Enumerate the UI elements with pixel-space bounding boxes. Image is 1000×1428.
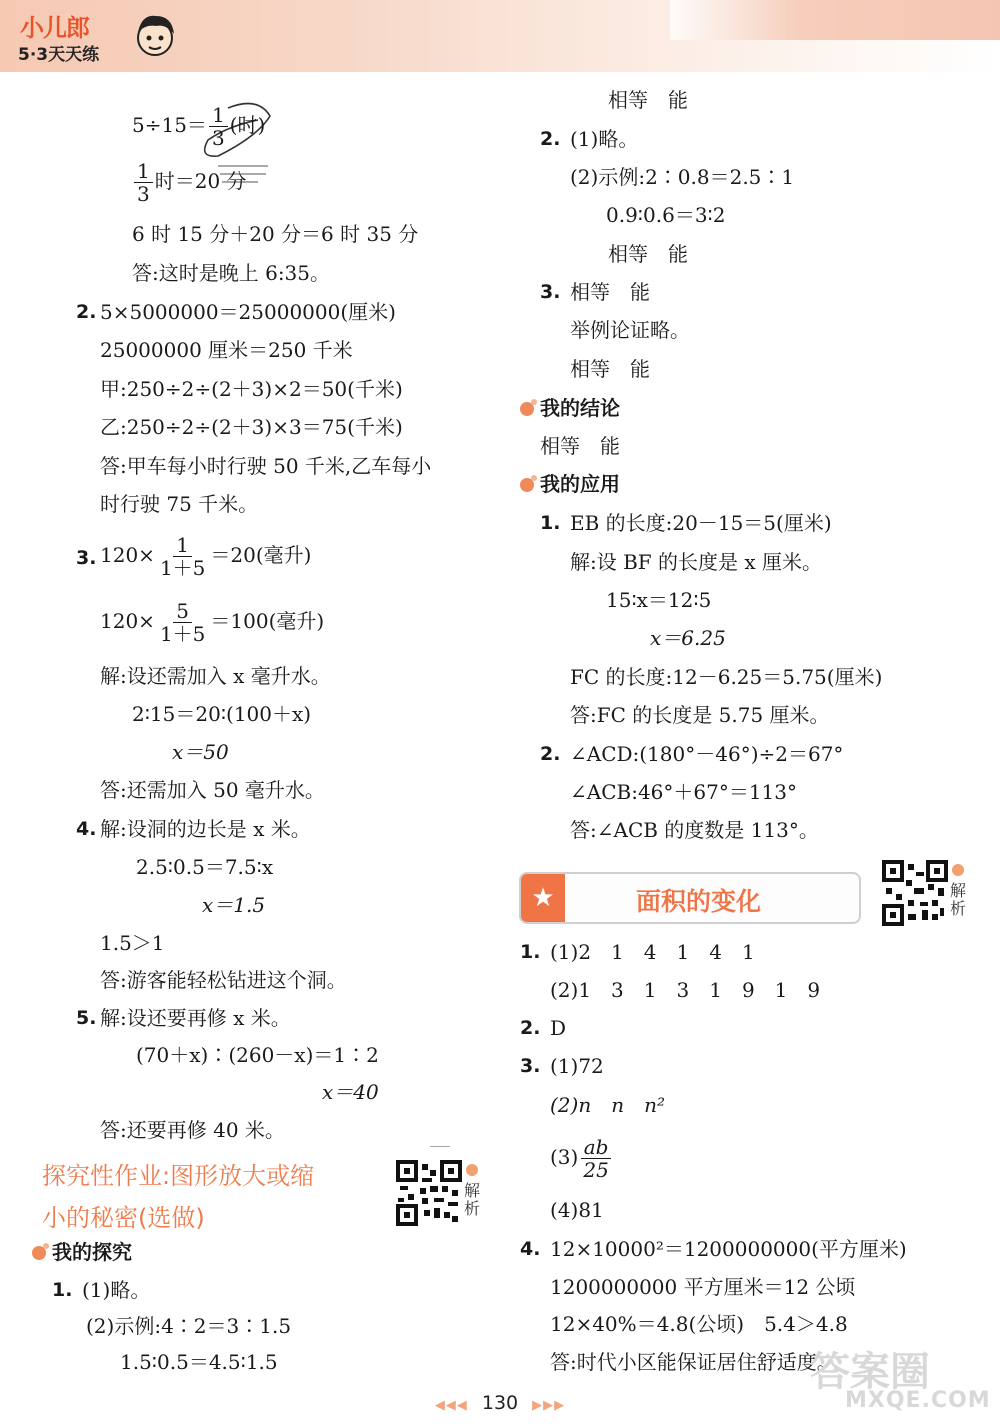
equation-text: 5÷15＝ — [132, 113, 207, 137]
answer-line: 答:还需加入 50 毫升水。 — [100, 778, 325, 802]
header-decoration — [670, 0, 1000, 40]
fraction-numerator: 1 — [173, 534, 192, 557]
question-number: 5. — [76, 1007, 97, 1029]
answer-line: 相等 能 — [570, 280, 650, 304]
answer-line: 答:还要再修 40 米。 — [100, 1118, 285, 1142]
answer-line: FC 的长度:12－6.25＝5.75(厘米) — [570, 665, 883, 689]
boy-mascot-icon — [132, 10, 178, 62]
qr-code-icon[interactable] — [396, 1160, 462, 1226]
answer-line — [100, 600, 324, 645]
question-number: 4. — [76, 818, 97, 840]
answer-line: x＝40 — [322, 1080, 379, 1104]
fraction-denominator: 25 — [583, 1158, 609, 1182]
answer-line: ∠ACD:(180°－46°)÷2＝67° — [570, 742, 844, 766]
answer-line: (70＋x)∶(260－x)＝1∶2 — [136, 1043, 379, 1067]
subsection-heading — [520, 396, 620, 420]
answer-line: 甲:250÷2÷(2＋3)×2＝50(千米) — [100, 377, 403, 401]
answer-line: (2)1 3 1 3 1 9 1 9 — [550, 978, 821, 1002]
answer-line: 相等 能 — [608, 242, 688, 266]
answer-line: D — [550, 1016, 567, 1040]
answer-line: 答:∠ACB 的度数是 113°。 — [570, 818, 819, 842]
fraction-numerator: 5 — [173, 600, 192, 623]
answer-line: 12×10000²＝1200000000(平方厘米) — [550, 1237, 907, 1261]
answer-line: 2.5∶0.5＝7.5∶x — [136, 855, 274, 879]
answer-line — [132, 104, 265, 149]
answer-line: (1)略。 — [82, 1278, 151, 1302]
answer-line: x＝6.25 — [650, 626, 726, 650]
fraction — [580, 1136, 611, 1181]
fraction — [157, 600, 208, 645]
series-name: 5·3天天练 — [18, 45, 100, 65]
question-number: 3. — [520, 1055, 541, 1077]
answer-line: 答:这时是晚上 6:35。 — [132, 261, 331, 285]
qr-label: 解析 — [464, 1181, 481, 1218]
answer-line: 乙:250÷2÷(2＋3)×3＝75(千米) — [100, 415, 403, 439]
page-number: 130 — [481, 1392, 519, 1414]
fraction-numerator: 1 — [134, 160, 153, 183]
question-number: 2. — [540, 128, 561, 150]
answer-line: (2)n n n² — [550, 1093, 665, 1117]
answer-line: 5×5000000＝25000000(厘米) — [100, 300, 396, 324]
star-icon: ★ — [521, 874, 565, 922]
answer-line: 解:设还要再修 x 米。 — [100, 1006, 291, 1030]
question-number: 1. — [540, 512, 561, 534]
answer-line: (1)72 — [550, 1054, 604, 1078]
answer-line: 0.9∶0.6＝3∶2 — [606, 203, 726, 227]
answer-line: 1200000000 平方厘米＝12 公顷 — [550, 1275, 856, 1299]
answer-line: 解:设还需加入 x 毫升水。 — [100, 664, 331, 688]
play-dot-icon — [466, 1164, 478, 1176]
answer-line: (2)示例:4∶2＝3∶1.5 — [86, 1314, 292, 1338]
fraction-denominator: 3 — [211, 126, 225, 150]
fraction-denominator: 1＋5 — [159, 556, 206, 580]
answer-line: 相等 能 — [540, 434, 620, 458]
answer-line: x＝50 — [172, 740, 229, 764]
brand-name: 小儿郎 — [20, 14, 89, 42]
fraction-numerator: 1 — [209, 104, 228, 127]
qr-label: 解析 — [950, 881, 967, 918]
answer-line: 25000000 厘米＝250 千米 — [100, 338, 353, 362]
bullet-icon — [520, 478, 534, 492]
question-number: 1. — [52, 1279, 73, 1301]
equation-text: (3) — [550, 1145, 579, 1169]
answer-line: (1)略。 — [570, 127, 639, 151]
heading-text: 我的应用 — [540, 472, 620, 496]
section-title: 小的秘密(选做) — [42, 1204, 205, 1232]
answer-line: 6 时 15 分＋20 分＝6 时 35 分 — [132, 222, 419, 246]
qr-code-icon[interactable] — [882, 860, 948, 926]
equation-text: ＝20(毫升) — [210, 543, 312, 567]
section-title: 探究性作业:图形放大或缩 — [42, 1162, 315, 1190]
answer-line — [132, 160, 247, 205]
question-number: 4. — [520, 1238, 541, 1260]
answer-line: 时行驶 75 千米。 — [100, 492, 259, 516]
answer-line: 答:游客能轻松钻进这个洞。 — [100, 968, 347, 992]
fraction-denominator: 3 — [137, 182, 150, 206]
answer-line: 答:甲车每小时行驶 50 千米,乙车每小 — [100, 454, 432, 478]
heading-text: 我的探究 — [52, 1240, 132, 1264]
answer-line: 1.5＞1 — [100, 931, 165, 955]
answer-line: (1)2 1 4 1 4 1 — [550, 940, 755, 964]
answer-line: 答:FC 的长度是 5.75 厘米。 — [570, 703, 830, 727]
divider — [430, 1146, 450, 1147]
question-number: 2. — [520, 1017, 541, 1039]
fraction — [157, 534, 208, 579]
fraction-numerator: ab — [581, 1136, 612, 1159]
answer-line: (2)示例:2∶0.8＝2.5∶1 — [570, 165, 795, 189]
answer-line: 解:设洞的边长是 x 米。 — [100, 817, 311, 841]
question-number: 3. — [76, 547, 97, 569]
answer-line — [100, 534, 311, 579]
answer-line: 举例论证略。 — [570, 318, 690, 342]
next-arrows-icon: ▶▶▶ — [532, 1398, 566, 1413]
bullet-icon — [520, 402, 534, 416]
equation-text: (时) — [229, 113, 266, 137]
answer-line: 相等 能 — [570, 357, 650, 381]
answer-line: 12×40%＝4.8(公顷) 5.4＞4.8 — [550, 1312, 848, 1336]
answer-line: 相等 能 — [608, 88, 688, 112]
fraction — [209, 104, 228, 149]
watermark: 答案圈 — [810, 1349, 930, 1395]
subsection-heading — [32, 1240, 132, 1264]
answer-line: 1.5∶0.5＝4.5∶1.5 — [120, 1350, 278, 1374]
question-number: 1. — [520, 941, 541, 963]
answer-line: 15∶x＝12∶5 — [606, 588, 712, 612]
answer-line: (4)81 — [550, 1198, 604, 1222]
answer-line: 解:设 BF 的长度是 x 厘米。 — [570, 550, 823, 574]
fraction-denominator: 1＋5 — [159, 622, 206, 646]
bullet-icon — [32, 1246, 46, 1260]
question-number: 2. — [76, 301, 97, 323]
brand-logo — [8, 6, 183, 64]
answer-line: 2∶15＝20∶(100＋x) — [132, 702, 312, 726]
question-number: 2. — [540, 743, 561, 765]
equation-text: ＝100(毫升) — [210, 609, 325, 633]
answer-line: x＝1.5 — [202, 893, 266, 917]
answer-line: ∠ACB:46°＋67°＝113° — [570, 780, 798, 804]
heading-text: 我的结论 — [540, 396, 620, 420]
subsection-heading — [520, 472, 620, 496]
answer-line: 答:时代小区能保证居住舒适度。 — [550, 1350, 837, 1374]
play-dot-icon — [952, 864, 964, 876]
equation-text: 120× — [100, 543, 155, 567]
equation-text: 120× — [100, 609, 155, 633]
prev-arrows-icon: ◀◀◀ — [434, 1398, 468, 1413]
watermark-url: MXQE.COM — [845, 1388, 991, 1413]
answer-line — [550, 1136, 614, 1181]
banner-title: 面积的变化 — [636, 887, 762, 916]
section-banner — [519, 872, 861, 924]
equation-text: 时＝20 分 — [154, 169, 247, 193]
answer-line: EB 的长度:20－15＝5(厘米) — [570, 511, 832, 535]
question-number: 3. — [540, 281, 561, 303]
fraction — [134, 160, 153, 205]
